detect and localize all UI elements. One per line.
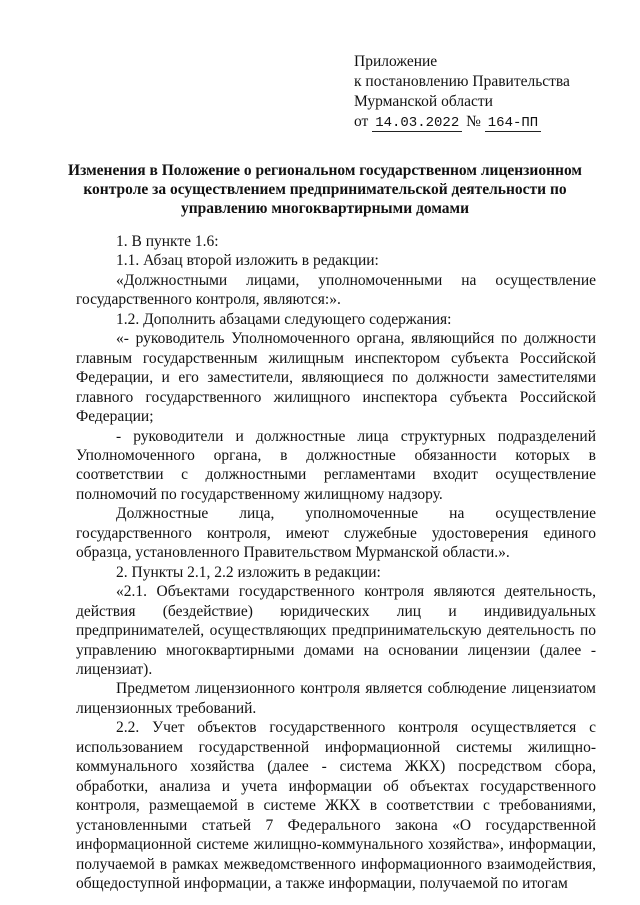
document-title: Изменения в Положение о региональном государственном лицензионном контроле за осуществлением предпринимательской деятельности по управлению многоквартирными домами	[68, 162, 582, 217]
appendix-region: Мурманской области	[354, 93, 493, 110]
paragraph: 2. Пункты 2.1, 2.2 изложить в редакции:	[116, 563, 381, 581]
paragraph: 1.1. Абзац второй изложить в редакции:	[116, 252, 379, 270]
number-prefix: №	[466, 113, 481, 130]
appendix-block	[354, 52, 570, 133]
appendix-label: Приложение	[354, 53, 438, 70]
paragraph: Предметом лицензионного контроля является соблюдение лицензиатом лицензионных требований.	[76, 680, 596, 717]
paragraph: 1. В пункте 1.6:	[116, 233, 219, 250]
paragraph: «- руководитель Уполномоченного органа, являющийся по должности главным государственным жилищным инспектором субъекта Российской Федерации, и его заместители, являющиеся по должности заместителями главного государственного жилищного инспектора субъекта Российской Федерации;	[76, 330, 596, 426]
paragraph: 2.2. Учет объектов государственного контроля осуществляется с использованием государственной информационной системы жилищно-коммунального хозяйства (далее - система ЖКХ) посредством сбора, обработки, анализа и учета информации об объектах государственного контроля, размещаемой в системе ЖКХ в соответствии с требованиями, установленными статьей 7 Федерального закона «О государственной информационной системе жилищно-коммунального хозяйства», информации, получаемой в рамках межведомственного информационного взаимодействия, общедоступной информации, а также информации, получаемой по итогам	[76, 719, 596, 892]
decree-date: 14.03.2022	[372, 115, 462, 132]
decree-number: 164-ПП	[485, 115, 541, 132]
date-prefix: от	[354, 113, 369, 130]
paragraph: 1.2. Дополнить абзацами следующего содержания:	[116, 310, 452, 328]
appendix-date-line	[354, 112, 570, 133]
appendix-reference: к постановлению Правительства	[354, 73, 570, 90]
paragraph: Должностные лица, уполномоченные на осуществление государственного контроля, имеют служебные удостоверения единого образца, установленного Правительством Мурманской области.».	[76, 505, 596, 562]
paragraph: «Должностными лицами, уполномоченными на осуществление государственного контроля, являются:».	[76, 271, 596, 309]
document-body	[76, 232, 596, 893]
paragraph: - руководители и должностные лица структурных подразделений Уполномоченного органа, в должностные обязанности которых в соответствии с должностными регламентами входит осуществление полномочий по государственному жилищному надзору.	[76, 427, 596, 503]
paragraph: «2.1. Объектами государственного контроля являются деятельность, действия (бездействие) юридических лиц и индивидуальных предпринимателей, осуществляющих предпринимательскую деятельность по управлению многоквартирными домами на основании лицензии (далее - лицензиат).	[76, 583, 596, 678]
